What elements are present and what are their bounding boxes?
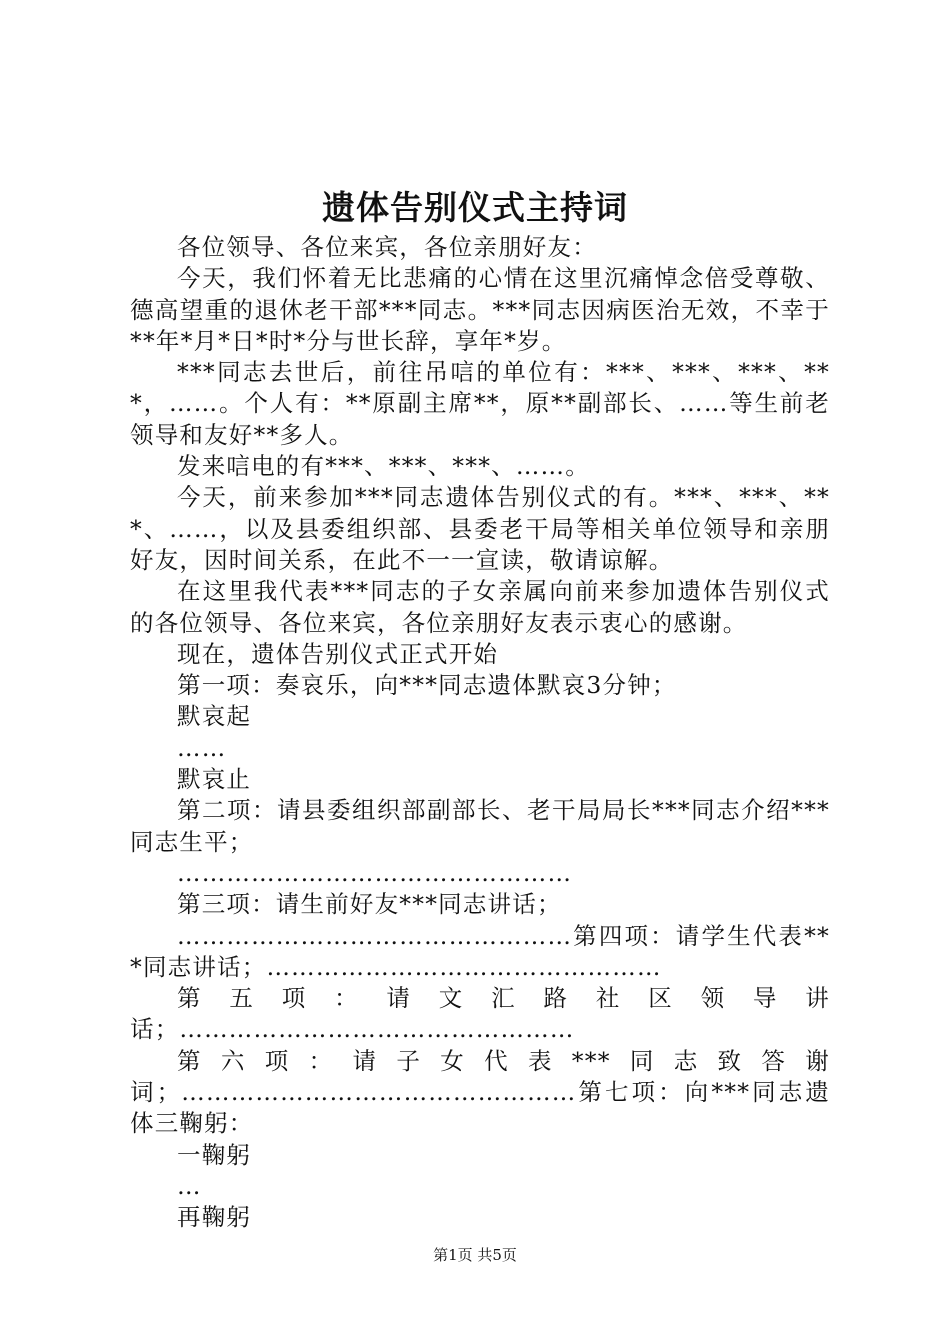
paragraph: 第五项：请文汇路社区领导讲话；………………………………………… bbox=[130, 984, 830, 1044]
document-title: 遗体告别仪式主持词 bbox=[322, 188, 628, 227]
paragraph: 今天，我们怀着无比悲痛的心情在这里沉痛悼念倍受尊敬、德高望重的退休老干部***同志。***同志因病医治无效，不幸于**年*月*日*时*分与世长辞，享年*岁。 bbox=[130, 264, 830, 355]
paragraph: 各位领导、各位来宾，各位亲朋好友： bbox=[177, 233, 597, 261]
paragraph: … bbox=[177, 1171, 202, 1200]
paragraph: 发来唁电的有***、***、***、……。 bbox=[177, 452, 590, 481]
paragraph: 现在，遗体告别仪式正式开始 bbox=[177, 639, 499, 668]
paragraph: 在这里我代表***同志的子女亲属向前来参加遗体告别仪式的各位领导、各位来宾，各位亲朋好友表示衷心的感谢。 bbox=[130, 577, 830, 637]
paragraph: 默哀止 bbox=[177, 765, 252, 794]
paragraph: 第六项：请子女代表***同志致答谢词；…………………………………………第七项：向***同志遗体三鞠躬： bbox=[130, 1046, 830, 1138]
paragraph: 今天，前来参加***同志遗体告别仪式的有。***、***、***、……，以及县委组织部、县委老干局等相关单位领导和亲朋好友，因时间关系，在此不一一宣读，敬请谅解。 bbox=[130, 483, 830, 574]
paragraph: 再鞠躬 bbox=[177, 1203, 252, 1232]
paragraph: ………………………………………… bbox=[177, 858, 573, 887]
paragraph: 第一项：奏哀乐，向***同志遗体默哀3分钟； bbox=[177, 671, 677, 700]
page-footer: 第1页 共5页 bbox=[433, 1246, 517, 1264]
paragraph: ***同志去世后，前往吊唁的单位有：***、***、***、***，……。个人有：**原副主席**，原**副部长、……等生前老领导和友好**多人。 bbox=[130, 358, 830, 449]
paragraph: 一鞠躬 bbox=[177, 1140, 252, 1169]
paragraph: …………………………………………第四项：请学生代表***同志讲话；………………………………………… bbox=[130, 921, 830, 981]
paragraph: 第三项：请生前好友***同志讲话； bbox=[177, 890, 562, 919]
paragraph: 默哀起 bbox=[177, 702, 252, 731]
paragraph: 第二项：请县委组织部副部长、老干局局长***同志介绍***同志生平； bbox=[130, 796, 830, 856]
paragraph: …… bbox=[177, 733, 227, 762]
document-body bbox=[130, 232, 830, 1234]
